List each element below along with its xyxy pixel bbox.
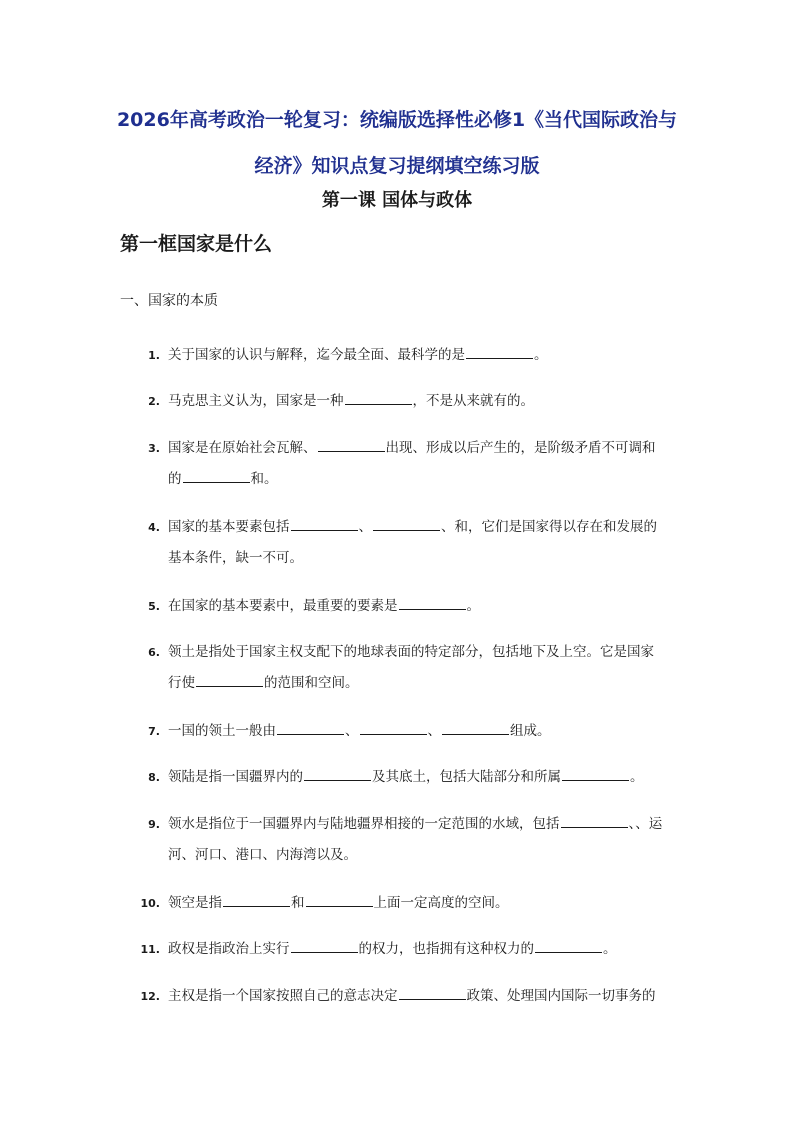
answer-blank xyxy=(442,719,509,735)
question-fragment: 马克思主义认为，国家是一种 xyxy=(168,393,344,409)
question-fragment: 和。 xyxy=(250,471,278,487)
frame-heading: 第一框国家是什么 xyxy=(120,233,273,255)
question-line xyxy=(168,762,676,793)
question-line xyxy=(168,340,676,371)
question-line xyxy=(168,543,676,574)
question-text xyxy=(168,888,676,919)
question-line xyxy=(168,981,676,1012)
question-number: 2. xyxy=(148,395,160,408)
question-fragment: 领空是指 xyxy=(168,895,222,911)
question-fragment: 的 xyxy=(168,471,182,487)
answer-blank xyxy=(183,467,250,483)
question-fragment: 组成。 xyxy=(510,723,551,739)
question-fragment: 国家的基本要素包括 xyxy=(168,519,290,535)
question-text xyxy=(168,386,676,417)
question-number: 12. xyxy=(140,990,160,1003)
answer-blank xyxy=(223,891,290,907)
question-fragment: 政权是指政治上实行 xyxy=(168,941,290,957)
question-fragment: 领陆是指一国疆界内的 xyxy=(168,769,303,785)
answer-blank xyxy=(196,671,263,687)
answer-blank xyxy=(291,937,358,953)
question-fragment: 关于国家的认识与解释，迄今最全面、最科学的是 xyxy=(168,347,465,363)
question-number: 9. xyxy=(148,818,160,831)
answer-blank xyxy=(306,891,373,907)
question-text xyxy=(168,762,676,793)
question-fragment: 领水是指位于一国疆界内与陆地疆界相接的一定范围的水域，包括 xyxy=(168,816,560,832)
document-title xyxy=(100,97,694,189)
question-fragment: 的权力，也指拥有这种权力的 xyxy=(358,941,534,957)
question-fragment: 。 xyxy=(466,598,480,614)
question-fragment: 、、运 xyxy=(628,816,663,832)
question-line xyxy=(168,512,676,543)
question-text xyxy=(168,981,676,1012)
answer-blank xyxy=(345,389,412,405)
question-line xyxy=(168,809,676,840)
question-text xyxy=(168,809,676,871)
question-line xyxy=(168,668,676,699)
question-fragment: 上面一定高度的空间。 xyxy=(373,895,509,911)
question-fragment: 主权是指一个国家按照自己的意志决定 xyxy=(168,988,398,1004)
title-line-1: 2026年高考政治一轮复习：统编版选择性必修1《当代国际政治与 xyxy=(116,109,678,131)
answer-blank xyxy=(399,984,466,1000)
question-number: 4. xyxy=(148,521,160,534)
question-fragment: ，不是从来就有的。 xyxy=(412,393,534,409)
answer-blank xyxy=(562,765,629,781)
lesson-heading: 第一课 国体与政体 xyxy=(321,190,473,211)
question-text xyxy=(168,637,676,699)
question-text xyxy=(168,591,676,622)
question-fragment: 、 xyxy=(345,723,359,739)
question-fragment: 、 xyxy=(427,723,441,739)
answer-blank xyxy=(561,812,628,828)
question-number: 1. xyxy=(148,349,160,362)
question-text xyxy=(168,433,676,495)
question-number: 5. xyxy=(148,600,160,613)
question-line xyxy=(168,888,676,919)
question-line xyxy=(168,464,676,495)
question-number: 8. xyxy=(148,771,160,784)
question-fragment: 、 xyxy=(358,519,372,535)
question-fragment: 。 xyxy=(603,941,617,957)
question-fragment: 的范围和空间。 xyxy=(264,675,359,691)
question-line xyxy=(168,386,676,417)
question-fragment: 基本条件，缺一不可。 xyxy=(168,550,303,566)
question-number: 3. xyxy=(148,442,160,455)
section-heading: 一、国家的本质 xyxy=(120,293,218,309)
answer-blank xyxy=(466,343,533,359)
answer-blank xyxy=(360,719,427,735)
question-number: 7. xyxy=(148,725,160,738)
answer-blank xyxy=(318,436,385,452)
question-fragment: 政策、处理国内国际一切事务的 xyxy=(466,988,656,1004)
question-number: 10. xyxy=(140,897,160,910)
question-fragment: 一国的领土一般由 xyxy=(168,723,276,739)
question-fragment: 领土是指处于国家主权支配下的地球表面的特定部分，包括地下及上空。它是国家 xyxy=(168,644,654,660)
question-line xyxy=(168,716,676,747)
question-line xyxy=(168,433,676,464)
question-text xyxy=(168,340,676,371)
question-fragment: 在国家的基本要素中，最重要的要素是 xyxy=(168,598,398,614)
question-fragment: 出现、形成以后产生的，是阶级矛盾不可调和 xyxy=(385,440,656,456)
question-fragment: 、和，它们是国家得以存在和发展的 xyxy=(441,519,657,535)
answer-blank xyxy=(399,594,466,610)
question-fragment: 河、河口、港口、内海湾以及。 xyxy=(168,847,357,863)
question-fragment: 。 xyxy=(534,347,548,363)
question-line xyxy=(168,840,676,871)
question-fragment: 和 xyxy=(291,895,305,911)
answer-blank xyxy=(291,515,358,531)
question-text xyxy=(168,716,676,747)
question-line xyxy=(168,637,676,668)
answer-blank xyxy=(535,937,602,953)
question-fragment: 及其底土，包括大陆部分和所属 xyxy=(372,769,561,785)
question-text xyxy=(168,934,676,965)
answer-blank xyxy=(277,719,344,735)
question-fragment: 。 xyxy=(630,769,644,785)
question-number: 11. xyxy=(140,943,160,956)
question-number: 6. xyxy=(148,646,160,659)
title-line-2: 经济》知识点复习提纲填空练习版 xyxy=(254,155,540,177)
question-text xyxy=(168,512,676,574)
question-line xyxy=(168,934,676,965)
answer-blank xyxy=(373,515,440,531)
question-line xyxy=(168,591,676,622)
question-fragment: 国家是在原始社会瓦解、 xyxy=(168,440,317,456)
question-fragment: 行使 xyxy=(168,675,195,691)
answer-blank xyxy=(304,765,371,781)
